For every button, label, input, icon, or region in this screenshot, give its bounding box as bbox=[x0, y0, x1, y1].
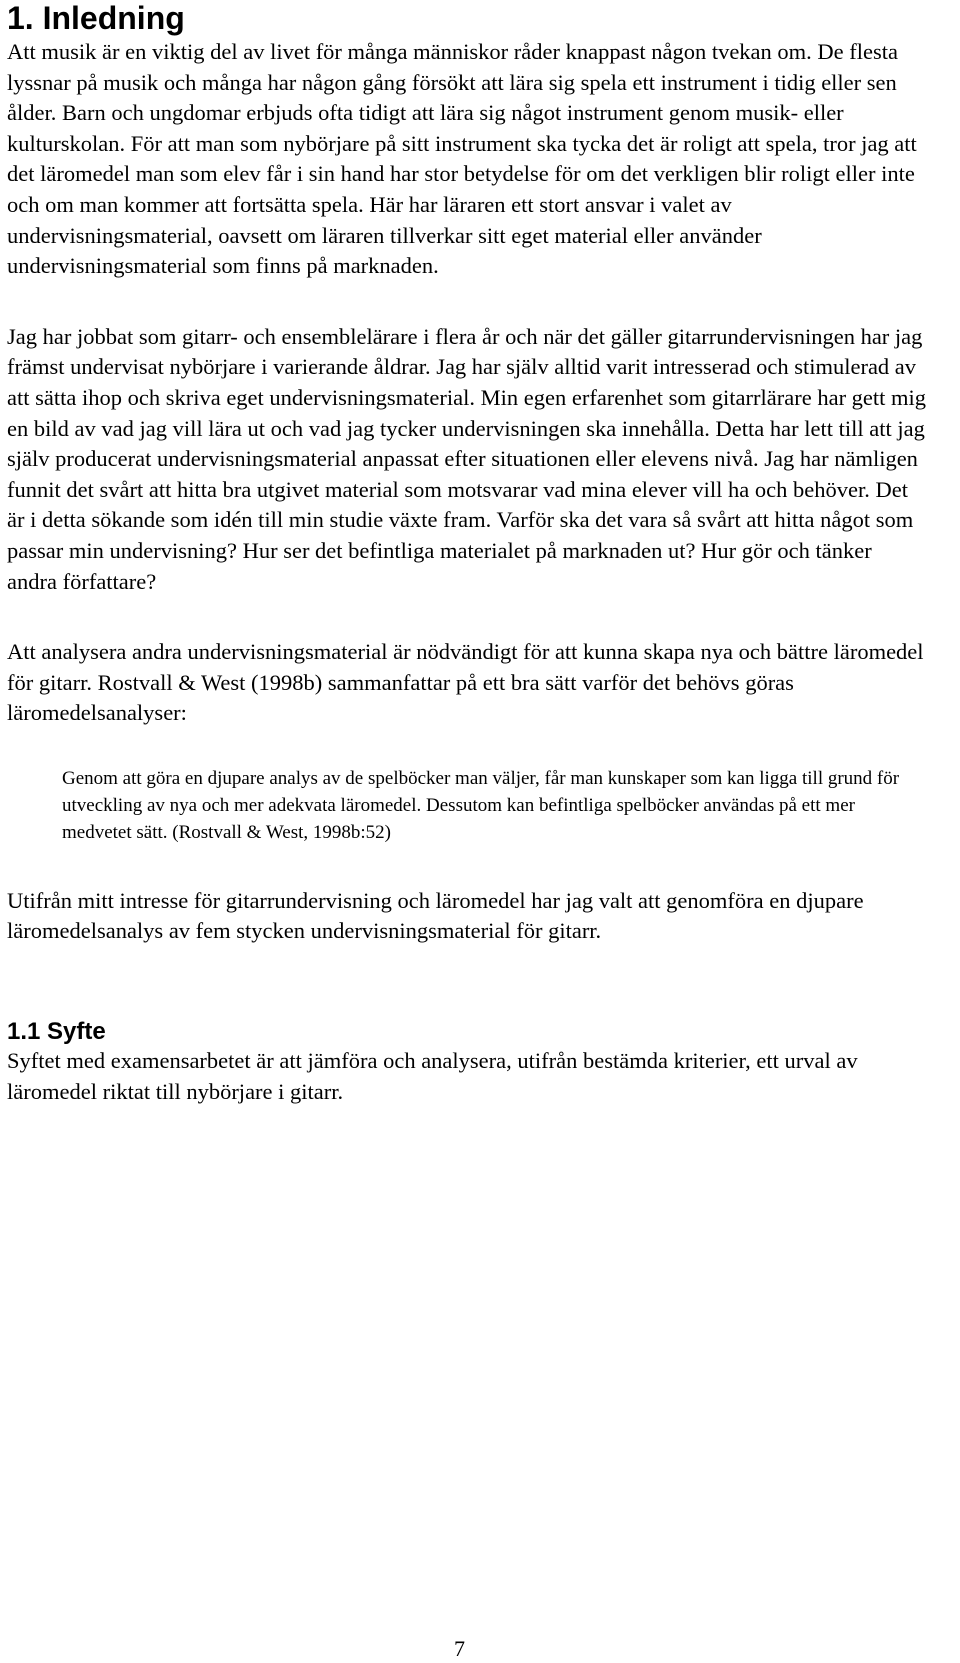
experience-paragraph: Jag har jobbat som gitarr- och ensemblelärare i flera år och när det gäller gitarrundervisningen har jag främst undervisat nybörjare i varierande åldrar. Jag har själv alltid varit intresserad och stimulerad av att sätta ihop och skriva eget undervisningsmaterial. Min egen erfarenhet som gitarrlärare har gett mig en bild av vad jag vill lära ut och vad jag tycker undervisningen ska innehålla. Detta har lett till att jag själv producerat undervisningsmaterial anpassat efter situationen eller elevens nivå. Jag har nämligen funnit det svårt att hitta bra utgivet material som motsvarar vad mina elever vill ha och behöver. Det är i detta sökande som idén till min studie växte fram. Varför ska det vara så svårt att hitta något som passar min undervisning? Hur ser det befintliga materialet på marknaden ut? Hur gör och tänker andra författare? bbox=[7, 323, 927, 594]
section-heading: 1. Inledning bbox=[7, 0, 185, 36]
closing-paragraph: Utifrån mitt intresse för gitarrundervisning och läromedel har jag valt att genomföra en djupare läromedelsanalys av fem stycken undervisningsmaterial för gitarr. bbox=[7, 887, 864, 944]
analysis-paragraph: Att analysera andra undervisningsmaterial är nödvändigt för att kunna skapa nya och bättre läromedel för gitarr. Rostvall & West (1998b) sammanfattar på ett bra sätt varför det behövs göras läromedelsanalyser: bbox=[7, 639, 924, 726]
intro-paragraph: Att musik är en viktig del av livet för många människor råder knappast någon tvekan om. De flesta lyssnar på musik och många har någon gång försökt att lära sig spela ett instrument i tidig eller sen ålder. Barn och ungdomar erbjuds ofta tidigt att lära sig något instrument genom musik- eller kulturskolan. För att man som nybörjare på sitt instrument ska tycka det är roligt att spela, tror jag att det läromedel man som elev får i sin hand har stor betydelse för om det verkligen blir roligt eller inte och om man kommer att fortsätta spela. Här har läraren ett stort ansvar i valet av undervisningsmaterial, oavsett om läraren tillverkar sitt eget material eller använder undervisningsmaterial som finns på marknaden. bbox=[7, 39, 917, 279]
subsection-heading: 1.1 Syfte bbox=[7, 1018, 106, 1046]
document-page bbox=[7, 0, 927, 1107]
block-quote: Genom att göra en djupare analys av de spelböcker man väljer, får man kunskaper som kan ligga till grund för utveckling av nya och mer adekvata läromedel. Dessutom kan befintliga spelböcker användas på ett mer medvetet sätt. (Rostvall & West, 1998b:52) bbox=[62, 767, 900, 843]
page-number bbox=[0, 1636, 960, 1662]
page-number-text: 7 bbox=[454, 1636, 465, 1661]
purpose-paragraph: Syftet med examensarbetet är att jämföra och analysera, utifrån bestämda kriterier, ett urval av läromedel riktat till nybörjare i gitarr. bbox=[7, 1048, 858, 1104]
